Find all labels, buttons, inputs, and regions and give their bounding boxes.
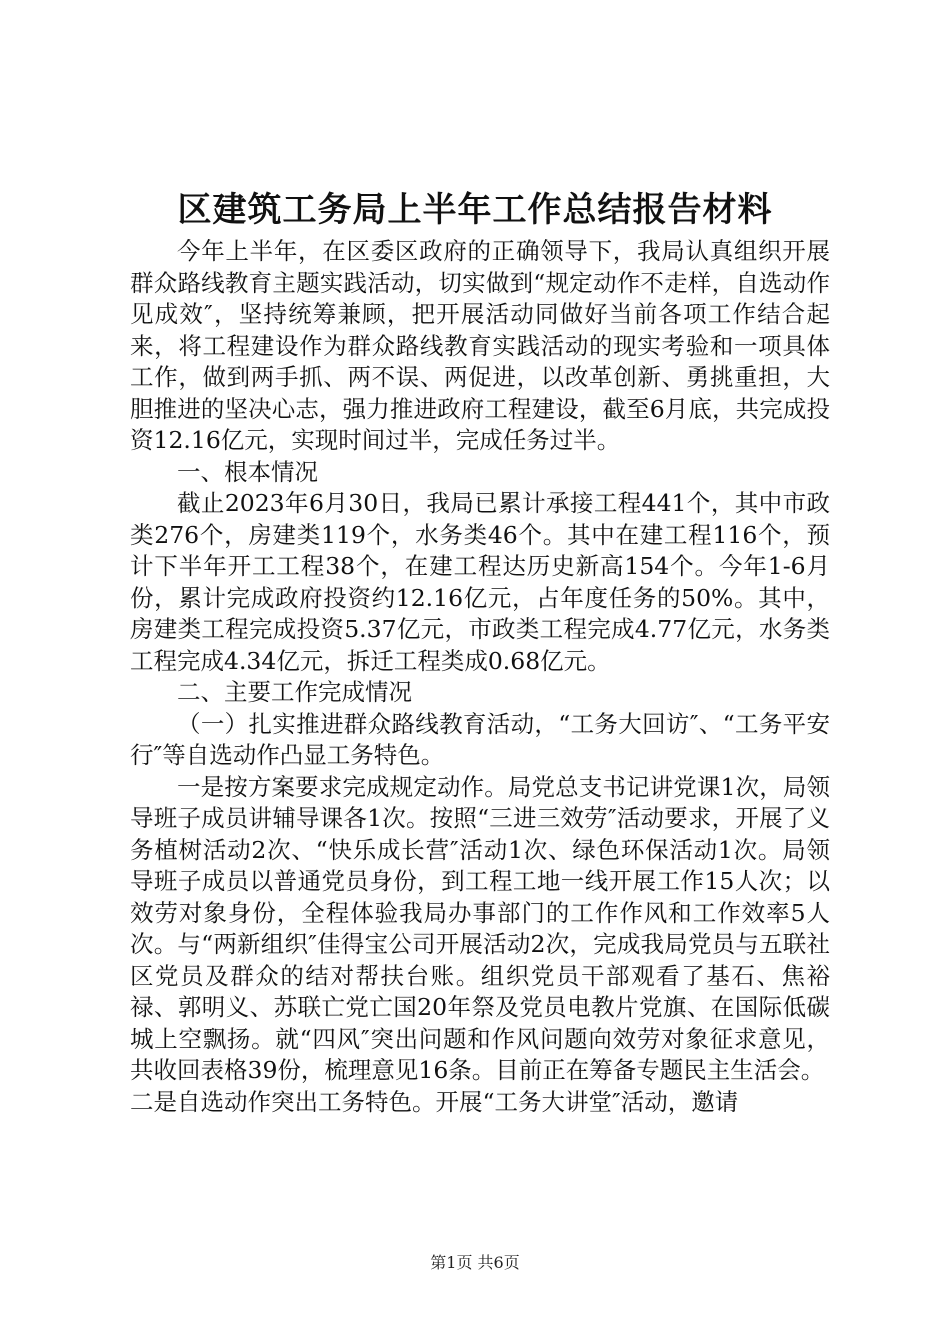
document-title: 区建筑工务局上半年工作总结报告材料: [177, 190, 773, 230]
document-body: [130, 236, 830, 1118]
basic-situation-paragraph: 截止2023年6月30日，我局已累计承接工程441个，其中市政类276个，房建类119个，水务类46个。其中在建工程116个，预计下半年开工工程38个，在建工程达历史新高154个。今年1-6月份，累计完成政府投资约12.16亿元，占年度任务的50%。其中，房建类工程完成投资5.37亿元，市政类工程完成4.77亿元，水务类工程完成4.34亿元，拆迁工程类成0.68亿元。: [130, 489, 830, 675]
section-heading-main-work: 二、主要工作完成情况: [177, 678, 412, 706]
page-number-footer: 第1页 共6页: [430, 1253, 520, 1272]
intro-paragraph: 今年上半年，在区委区政府的正确领导下，我局认真组织开展群众路线教育主题实践活动，切实做到“规定动作不走样，自选动作见成效″，坚持统筹兼顾，把开展活动同做好当前各项工作结合起来，将工程建设作为群众路线教育实践活动的现实考验和一项具体工作，做到两手抓、两不误、两促进，以改革创新、勇挑重担，大胆推进的坚决心志，强力推进政府工程建设，截至6月底，共完成投资12.16亿元，实现时间过半，完成任务过半。: [130, 237, 830, 454]
subsection-heading-1: （一）扎实推进群众路线教育活动，“工务大回访″、“工务平安行″等自选动作凸显工务特色。: [130, 709, 830, 769]
section-heading-basic-situation: 一、根本情况: [177, 457, 318, 486]
self-selected-actions-paragraph: 二是自选动作突出工务特色。开展“工务大讲堂″活动，邀请: [130, 1087, 739, 1116]
prescribed-actions-paragraph: 一是按方案要求完成规定动作。局党总支书记讲党课1次，局领导班子成员讲辅导课各1次。按照“三进三效劳″活动要求，开展了义务植树活动2次、“快乐成长营″活动1次、绿色环保活动1次。局领导班子成员以普通党员身份，到工程工地一线开展工作15人次；以效劳对象身份，全程体验我局办事部门的工作作风和工作效率5人次。与“两新组织″佳得宝公司开展活动2次，完成我局党员与五联社区党员及群众的结对帮扶台账。组织党员干部观看了基石、焦裕禄、郭明义、苏联亡党亡国20年祭及党员电教片党旗、在国际低碳城上空飘扬。就“四风″突出问题和作风问题向效劳对象征求意见，共收回表格39份，梳理意见16条。目前正在筹备专题民主生活会。: [130, 772, 830, 1084]
